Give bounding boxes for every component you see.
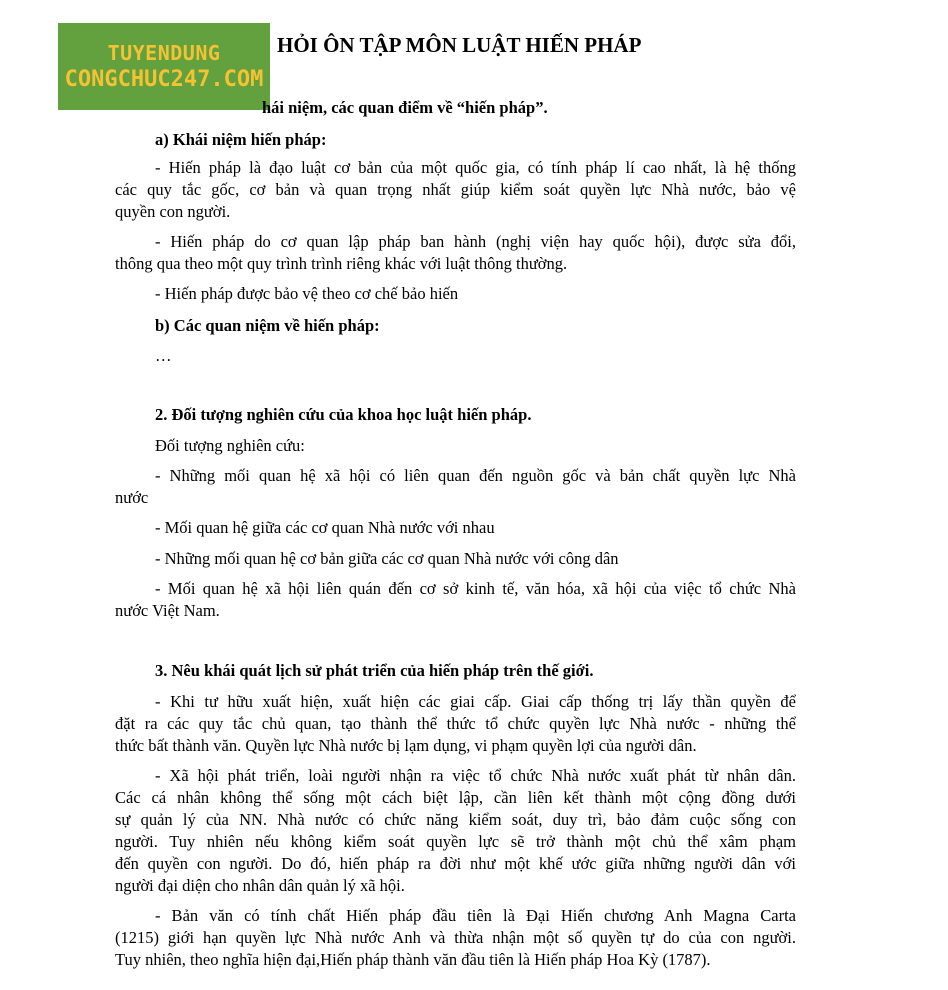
q1-b-heading: b) Các quan niệm về hiến pháp: — [155, 316, 380, 335]
q2-p4-line2: nước Việt Nam. — [115, 601, 220, 620]
q3-p2-line2: Các cá nhân không thể sống một cách biệt lập, cần liên kết thành một cộng đồng dưới — [115, 788, 796, 807]
q3-p2-line3: sự quản lý của NN. Nhà nước có chức năng kiểm soát, duy trì, bảo đảm cuộc sống con — [115, 810, 796, 829]
q3-p3-line3: Tuy nhiên, theo nghĩa hiện đại,Hiến pháp thành văn đầu tiên là Hiến pháp Hoa Kỳ (1787). — [115, 950, 711, 969]
q3-p2-line4: người. Tuy nhiên nếu không kiểm soát quyền lực sẽ trở thành một chủ thể xâm phạm — [115, 832, 796, 851]
q1-a-p2-line1: - Hiến pháp do cơ quan lập pháp ban hành (nghị viện hay quốc hội), được sửa đổi, — [155, 232, 796, 251]
watermark-line-2: CONGCHUC247.COM — [64, 66, 264, 92]
watermark-logo — [58, 23, 270, 110]
q3-p1-line2: đặt ra các quy tắc chủ quan, tạo thành thể thức tổ chức quyền lực Nhà nước - những thể — [115, 714, 796, 733]
q3-p1-line3: thức bất thành văn. Quyền lực Nhà nước bị lạm dụng, vi phạm quyền lợi của người dân. — [115, 736, 697, 755]
q2-heading: 2. Đối tượng nghiên cứu của khoa học luật hiến pháp. — [155, 405, 532, 424]
q3-heading: 3. Nêu khái quát lịch sử phát triển của hiến pháp trên thế giới. — [155, 661, 594, 680]
q2-p4-line1: - Mối quan hệ xã hội liên quán đến cơ sở kinh tế, văn hóa, xã hội của việc tổ chức Nhà — [155, 579, 796, 598]
q1-a-p1-line3: quyền con người. — [115, 202, 231, 221]
watermark-line-1: TUYENDUNG — [107, 40, 221, 65]
q2-intro: Đối tượng nghiên cứu: — [155, 436, 305, 455]
q3-p3-line1: - Bản văn có tính chất Hiến pháp đầu tiên là Đại Hiến chương Anh Magna Carta — [155, 906, 796, 925]
q1-heading: hái niệm, các quan điểm về “hiến pháp”. — [262, 98, 548, 117]
q3-p2-line5: đến quyền con người. Do đó, hiến pháp ra đời như một khế ước giữa những người dân với — [115, 854, 796, 873]
q1-a-p1-line2: các quy tắc gốc, cơ bản và quan trọng nhất giúp kiểm soát quyền lực Nhà nước, bảo vệ — [115, 180, 796, 199]
q3-p1-line1: - Khi tư hữu xuất hiện, xuất hiện các giai cấp. Giai cấp thống trị lấy thần quyền để — [155, 692, 796, 711]
q2-p1-line2: nước — [115, 488, 149, 507]
document-title: HỎI ÔN TẬP MÔN LUẬT HIẾN PHÁP — [277, 33, 642, 57]
q3-p2-line6: người đại diện cho nhân dân quản lý xã hội. — [115, 876, 405, 895]
q2-p1-line1: - Những mối quan hệ xã hội có liên quan đến nguồn gốc và bản chất quyền lực Nhà — [155, 466, 796, 485]
q2-p2: - Mối quan hệ giữa các cơ quan Nhà nước với nhau — [155, 518, 495, 537]
q3-p2-line1: - Xã hội phát triển, loài người nhận ra việc tổ chức Nhà nước xuất phát từ nhân dân. — [155, 766, 796, 785]
q1-a-p1-line1: - Hiến pháp là đạo luật cơ bản của một quốc gia, có tính pháp lí cao nhất, là hệ thống — [155, 158, 796, 177]
q1-a-p3: - Hiến pháp được bảo vệ theo cơ chế bảo hiến — [155, 284, 459, 303]
q2-p3: - Những mối quan hệ cơ bản giữa các cơ quan Nhà nước với công dân — [155, 549, 619, 568]
q1-b-ellipsis: … — [155, 346, 172, 365]
q1-a-p2-line2: thông qua theo một quy trình trình riêng khác với luật thông thường. — [115, 254, 568, 273]
q1-a-heading: a) Khái niệm hiến pháp: — [155, 130, 327, 149]
q3-p3-line2: (1215) giới hạn quyền lực Nhà nước Anh và thừa nhận một số quyền tự do của con người. — [115, 928, 796, 947]
